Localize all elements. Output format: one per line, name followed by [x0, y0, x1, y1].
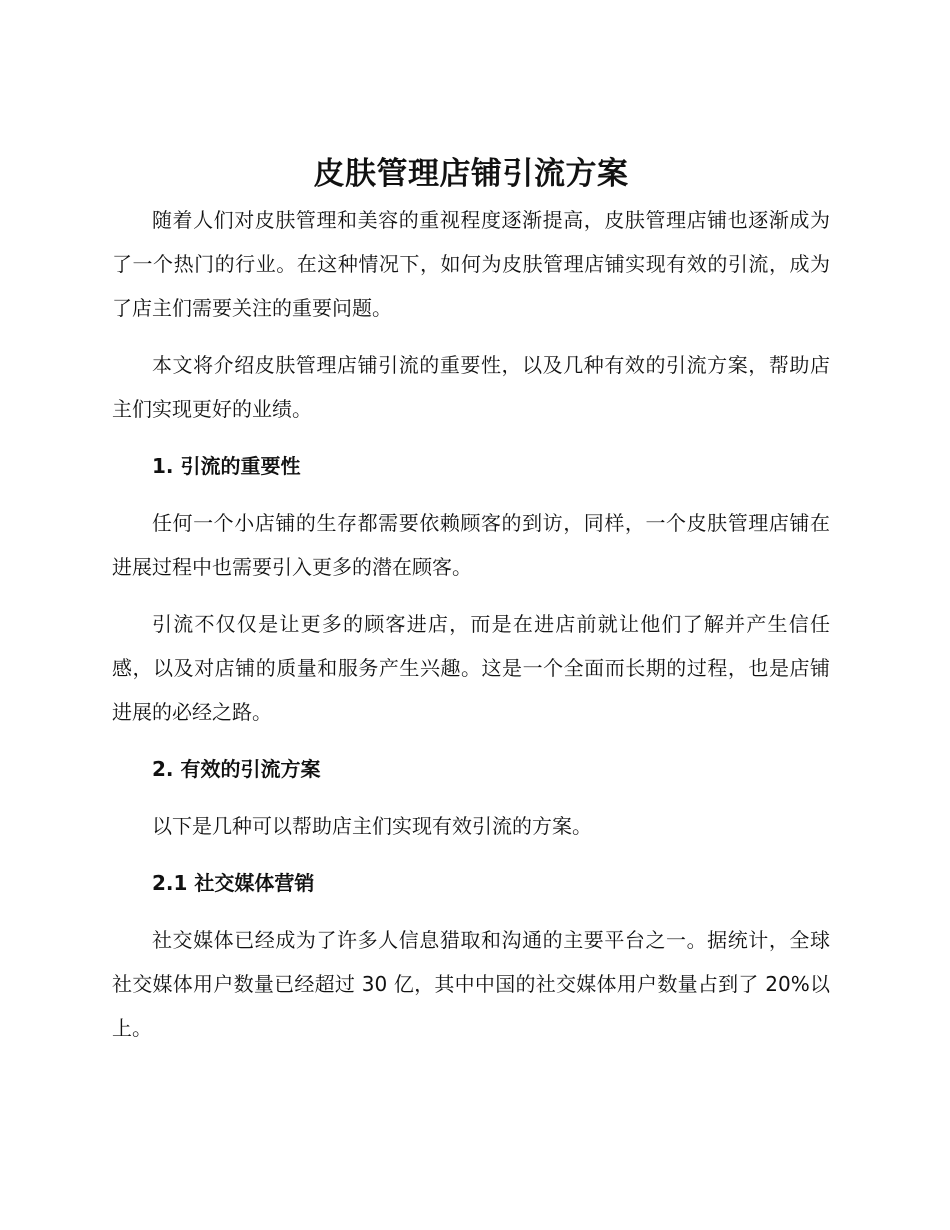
section-heading-1: 1. 引流的重要性	[152, 454, 301, 478]
document-page	[112, 150, 830, 1063]
section-1-paragraph-1: 任何一个小店铺的生存都需要依赖顾客的到访，同样，一个皮肤管理店铺在进展过程中也需要引入更多的潜在顾客。	[112, 511, 830, 579]
section-heading-2: 2. 有效的引流方案	[152, 757, 321, 781]
intro-paragraph-1: 随着人们对皮肤管理和美容的重视程度逐渐提高，皮肤管理店铺也逐渐成为了一个热门的行业。在这种情况下，如何为皮肤管理店铺实现有效的引流，成为了店主们需要关注的重要问题。	[112, 208, 830, 320]
section-1-paragraph-2: 引流不仅仅是让更多的顾客进店，而是在进店前就让他们了解并产生信任感，以及对店铺的质量和服务产生兴趣。这是一个全面而长期的过程，也是店铺进展的必经之路。	[112, 612, 830, 724]
section-2-paragraph-1: 以下是几种可以帮助店主们实现有效引流的方案。	[152, 814, 592, 838]
subsection-2-1-paragraph-1: 社交媒体已经成为了许多人信息猎取和沟通的主要平台之一。据统计，全球社交媒体用户数量已经超过 30 亿，其中中国的社交媒体用户数量占到了 20%以上。	[112, 928, 830, 1040]
intro-paragraph-2: 本文将介绍皮肤管理店铺引流的重要性，以及几种有效的引流方案，帮助店主们实现更好的业绩。	[112, 353, 830, 421]
subsection-heading-2-1: 2.1 社交媒体营销	[152, 871, 315, 895]
document-title: 皮肤管理店铺引流方案	[313, 156, 629, 192]
